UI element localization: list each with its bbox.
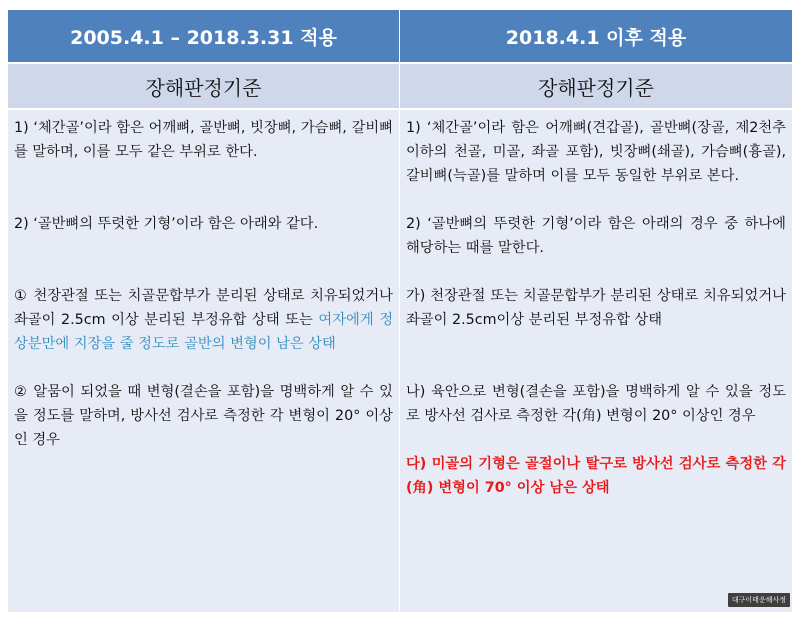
left-item-4: ② 알뭄이 되었을 때 변형(결손을 포함)을 명백하게 알 수 있을 정도를 말하며, 방사선 검사로 측정한 각 변형이 20° 이상인 경우 — [14, 384, 393, 448]
subheader-right: 장해판정기준 — [400, 64, 792, 108]
left-item-1: 1) ‘체간골’이라 함은 어깨뼈, 골반뼈, 빗장뼈, 가슴뼈, 갈비뼈를 말하며, 이를 모두 같은 부위로 한다. — [14, 120, 393, 160]
right-item-4: 나) 육안으로 변형(결손을 포함)을 명백하게 알 수 있을 정도로 방사선 검사로 측정한 각(角) 변형이 20° 이상인 경우 — [406, 384, 786, 424]
watermark-badge: 대구이태운해사정 — [728, 593, 790, 607]
left-item-2: 2) ‘골반뼈의 뚜렷한 기형’이라 함은 아래와 같다. — [14, 216, 319, 232]
right-item-1: 1) ‘체간골’이라 함은 어깨뼈(견갑골), 골반뼈(장골, 제2천추 이하의 천골, 미골, 좌골 포함), 빗장뼈(쇄골), 가슴뼈(흉골), 갈비뼈(늑골)를 말하며 이를 모두 동일한 부위로 본다. — [406, 120, 786, 184]
right-item-3: 가) 천장관절 또는 치골문합부가 분리된 상태로 치유되었거나 좌골이 2.5cm이상 분리된 부정유합 상태 — [406, 288, 786, 328]
left-criteria-cell — [8, 110, 400, 612]
comparison-table — [8, 10, 792, 608]
left-item-3-text: ① 천장관절 또는 치골문합부가 분리된 상태로 치유되었거나 좌골이 2.5cm 이상 분리된 부정유합 상태 또는 — [14, 288, 393, 328]
left-item-3-highlight: 여자에게 정상분만에 지장을 줄 정도로 골반의 변형이 남은 상태 — [14, 312, 393, 352]
header-left: 2005.4.1 – 2018.3.31 적용 — [8, 10, 400, 62]
right-item-2: 2) ‘골반뼈의 뚜렷한 기형’이라 함은 아래의 경우 중 하나에 해당하는 때를 말한다. — [406, 216, 786, 256]
header-right: 2018.4.1 이후 적용 — [400, 10, 792, 62]
subheader-left: 장해판정기준 — [8, 64, 400, 108]
left-item-3 — [14, 284, 393, 356]
right-item-5: 다) 미골의 기형은 골절이나 탈구로 방사선 검사로 측정한 각(角) 변형이 70° 이상 남은 상태 — [406, 456, 786, 496]
right-criteria-cell — [400, 110, 792, 612]
